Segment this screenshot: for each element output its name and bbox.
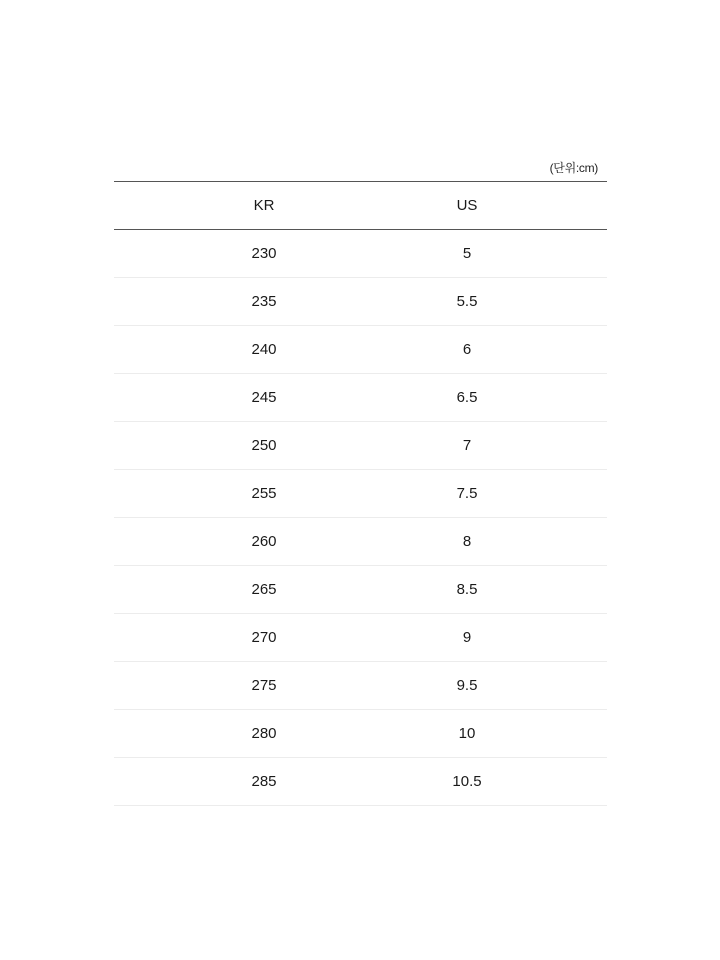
kr-size-cell: 235 xyxy=(251,293,277,310)
us-size-cell: 6.5 xyxy=(456,389,478,406)
us-size-cell: 8.5 xyxy=(456,581,478,598)
us-size-cell: 8 xyxy=(462,533,472,550)
size-conversion-table xyxy=(114,181,607,806)
table-header-row xyxy=(114,182,607,230)
table-row xyxy=(114,422,607,470)
kr-size-cell: 280 xyxy=(251,725,277,742)
table-row xyxy=(114,614,607,662)
table-row xyxy=(114,326,607,374)
table-row xyxy=(114,518,607,566)
kr-size-cell: 265 xyxy=(251,581,277,598)
kr-size-cell: 260 xyxy=(251,533,277,550)
us-size-cell: 7.5 xyxy=(456,485,478,502)
kr-size-cell: 240 xyxy=(251,341,277,358)
column-header-us: US xyxy=(456,197,478,214)
kr-size-cell: 245 xyxy=(251,389,277,406)
kr-size-cell: 270 xyxy=(251,629,277,646)
us-size-cell: 9.5 xyxy=(456,677,478,694)
us-size-cell: 9 xyxy=(462,629,472,646)
table-row xyxy=(114,470,607,518)
us-size-cell: 6 xyxy=(462,341,472,358)
us-size-cell: 5 xyxy=(462,245,472,262)
kr-size-cell: 285 xyxy=(251,773,277,790)
column-header-kr: KR xyxy=(253,197,275,214)
table-row xyxy=(114,566,607,614)
us-size-cell: 7 xyxy=(462,437,472,454)
table-row xyxy=(114,758,607,806)
us-size-cell: 10 xyxy=(458,725,476,742)
us-size-cell: 10.5 xyxy=(452,773,482,790)
table-row xyxy=(114,710,607,758)
table-row xyxy=(114,278,607,326)
kr-size-cell: 255 xyxy=(251,485,277,502)
table-row xyxy=(114,662,607,710)
unit-note: (단위:cm) xyxy=(549,161,598,175)
kr-size-cell: 275 xyxy=(251,677,277,694)
kr-size-cell: 230 xyxy=(251,245,277,262)
us-size-cell: 5.5 xyxy=(456,293,478,310)
kr-size-cell: 250 xyxy=(251,437,277,454)
table-row xyxy=(114,374,607,422)
table-row xyxy=(114,230,607,278)
